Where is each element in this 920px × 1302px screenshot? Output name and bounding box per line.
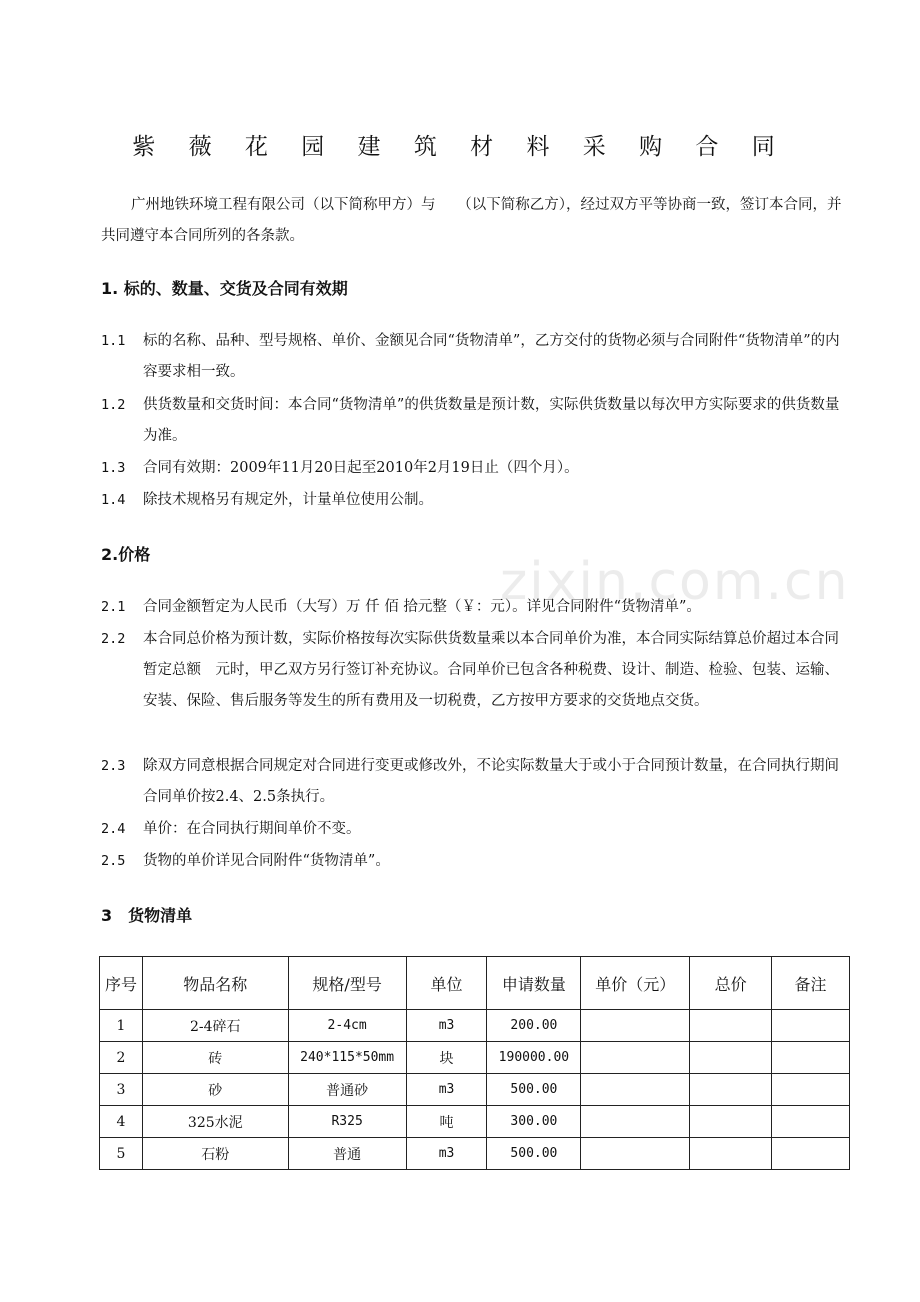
clause-number: 1.1	[101, 333, 126, 349]
clause-number: 2.1	[101, 599, 126, 615]
clause-1-2	[101, 390, 851, 452]
clause-text: 标的名称、品种、型号规格、单价、金额见合同“货物清单”，乙方交付的货物必须与合同附件“货物清单”的内容要求相一致。	[143, 333, 840, 380]
column-header-remarks: 备注	[772, 957, 850, 1010]
cell-unit-price	[581, 1074, 690, 1106]
table-row	[100, 1010, 850, 1042]
cell-index: 1	[100, 1010, 143, 1042]
cell-remarks	[772, 1138, 850, 1170]
cell-total	[690, 1042, 772, 1074]
table-row	[100, 1138, 850, 1170]
clause-text: 单价：在合同执行期间单价不变。	[143, 821, 361, 837]
clause-text: 除双方同意根据合同规定对合同进行变更或修改外，不论实际数量大于或小于合同预计数量，在合同执行期间合同单价按2.4、2.5条执行。	[143, 758, 839, 805]
clause-text: 合同有效期：2009年11月20日起至2010年2月19日止（四个月）。	[143, 460, 579, 476]
cell-index: 4	[100, 1106, 143, 1138]
clause-2-1	[101, 592, 851, 623]
cell-spec: 普通	[288, 1138, 406, 1170]
cell-index: 3	[100, 1074, 143, 1106]
clause-text: 本合同总价格为预计数，实际价格按每次实际供货数量乘以本合同单价为准，本合同实际结算总价超过本合同暂定总额 元时，甲乙双方另行签订补充协议。合同单价已包含各种税费、设计、制造、检验、包装、运输、安装、保险、售后服务等发生的所有费用及一切税费，乙方按甲方要求的交货地点交货。	[143, 631, 839, 709]
cell-spec: R325	[288, 1106, 406, 1138]
clause-2-4	[101, 814, 851, 845]
cell-index: 2	[100, 1042, 143, 1074]
table-header-row	[100, 957, 850, 1010]
cell-spec: 240*115*50mm	[288, 1042, 406, 1074]
section-3-heading: 3 货物清单	[101, 906, 193, 925]
clause-1-4	[101, 485, 851, 516]
cell-unit: m3	[406, 1010, 487, 1042]
section-1-heading: 1. 标的、数量、交货及合同有效期	[101, 279, 348, 298]
intro-paragraph: 广州地铁环境工程有限公司（以下简称甲方）与 （以下简称乙方），经过双方平等协商一致，签订本合同，并共同遵守本合同所列的各条款。	[101, 197, 842, 244]
watermark: zixin.com.cn	[500, 552, 850, 612]
cell-remarks	[772, 1042, 850, 1074]
cell-name: 砖	[142, 1042, 288, 1074]
column-header-unit: 单位	[406, 957, 487, 1010]
cell-quantity: 200.00	[487, 1010, 581, 1042]
clause-text: 供货数量和交货时间：本合同“货物清单”的供货数量是预计数，实际供货数量以每次甲方实际要求的供货数量为准。	[143, 397, 840, 444]
clause-number: 2.3	[101, 758, 126, 774]
column-header-index: 序号	[100, 957, 143, 1010]
cell-index: 5	[100, 1138, 143, 1170]
cell-unit: m3	[406, 1074, 487, 1106]
clause-number: 1.4	[101, 492, 126, 508]
column-header-name: 物品名称	[142, 957, 288, 1010]
table-row	[100, 1106, 850, 1138]
cell-name: 石粉	[142, 1138, 288, 1170]
cell-quantity: 190000.00	[487, 1042, 581, 1074]
cell-unit-price	[581, 1106, 690, 1138]
table-row	[100, 1074, 850, 1106]
clause-number: 1.2	[101, 397, 126, 413]
clause-2-5	[101, 846, 851, 877]
cell-spec: 2-4cm	[288, 1010, 406, 1042]
column-header-spec: 规格/型号	[288, 957, 406, 1010]
cell-name: 325水泥	[142, 1106, 288, 1138]
clause-number: 1.3	[101, 460, 126, 476]
clause-2-3	[101, 751, 851, 813]
cell-unit: m3	[406, 1138, 487, 1170]
column-header-quantity: 申请数量	[487, 957, 581, 1010]
cell-name: 2-4碎石	[142, 1010, 288, 1042]
clause-1-3	[101, 453, 851, 484]
clause-text: 合同金额暂定为人民币（大写）万 仟 佰 拾元整（￥：元）。详见合同附件“货物清单”。	[143, 599, 701, 615]
clause-number: 2.4	[101, 821, 126, 837]
cell-unit-price	[581, 1042, 690, 1074]
table-row	[100, 1042, 850, 1074]
clause-text: 除技术规格另有规定外，计量单位使用公制。	[143, 492, 433, 508]
document-title: 紫 薇 花 园 建 筑 材 料 采 购 合 同	[132, 134, 788, 160]
cell-spec: 普通砂	[288, 1074, 406, 1106]
cell-name: 砂	[142, 1074, 288, 1106]
column-header-total: 总价	[690, 957, 772, 1010]
section-2-heading: 2.价格	[101, 545, 151, 564]
cell-unit-price	[581, 1010, 690, 1042]
clause-number: 2.5	[101, 853, 126, 869]
cell-remarks	[772, 1010, 850, 1042]
cell-quantity: 500.00	[487, 1138, 581, 1170]
clause-text: 货物的单价详见合同附件“货物清单”。	[143, 853, 390, 869]
cell-unit-price	[581, 1138, 690, 1170]
cell-unit: 块	[406, 1042, 487, 1074]
cell-total	[690, 1010, 772, 1042]
cell-total	[690, 1074, 772, 1106]
column-header-unit-price: 单价（元）	[581, 957, 690, 1010]
cell-total	[690, 1138, 772, 1170]
cell-total	[690, 1106, 772, 1138]
cell-remarks	[772, 1074, 850, 1106]
cell-quantity: 500.00	[487, 1074, 581, 1106]
clause-2-2	[101, 624, 851, 717]
goods-table	[99, 956, 850, 1170]
cell-unit: 吨	[406, 1106, 487, 1138]
cell-quantity: 300.00	[487, 1106, 581, 1138]
cell-remarks	[772, 1106, 850, 1138]
clause-1-1	[101, 326, 851, 388]
clause-number: 2.2	[101, 631, 126, 647]
